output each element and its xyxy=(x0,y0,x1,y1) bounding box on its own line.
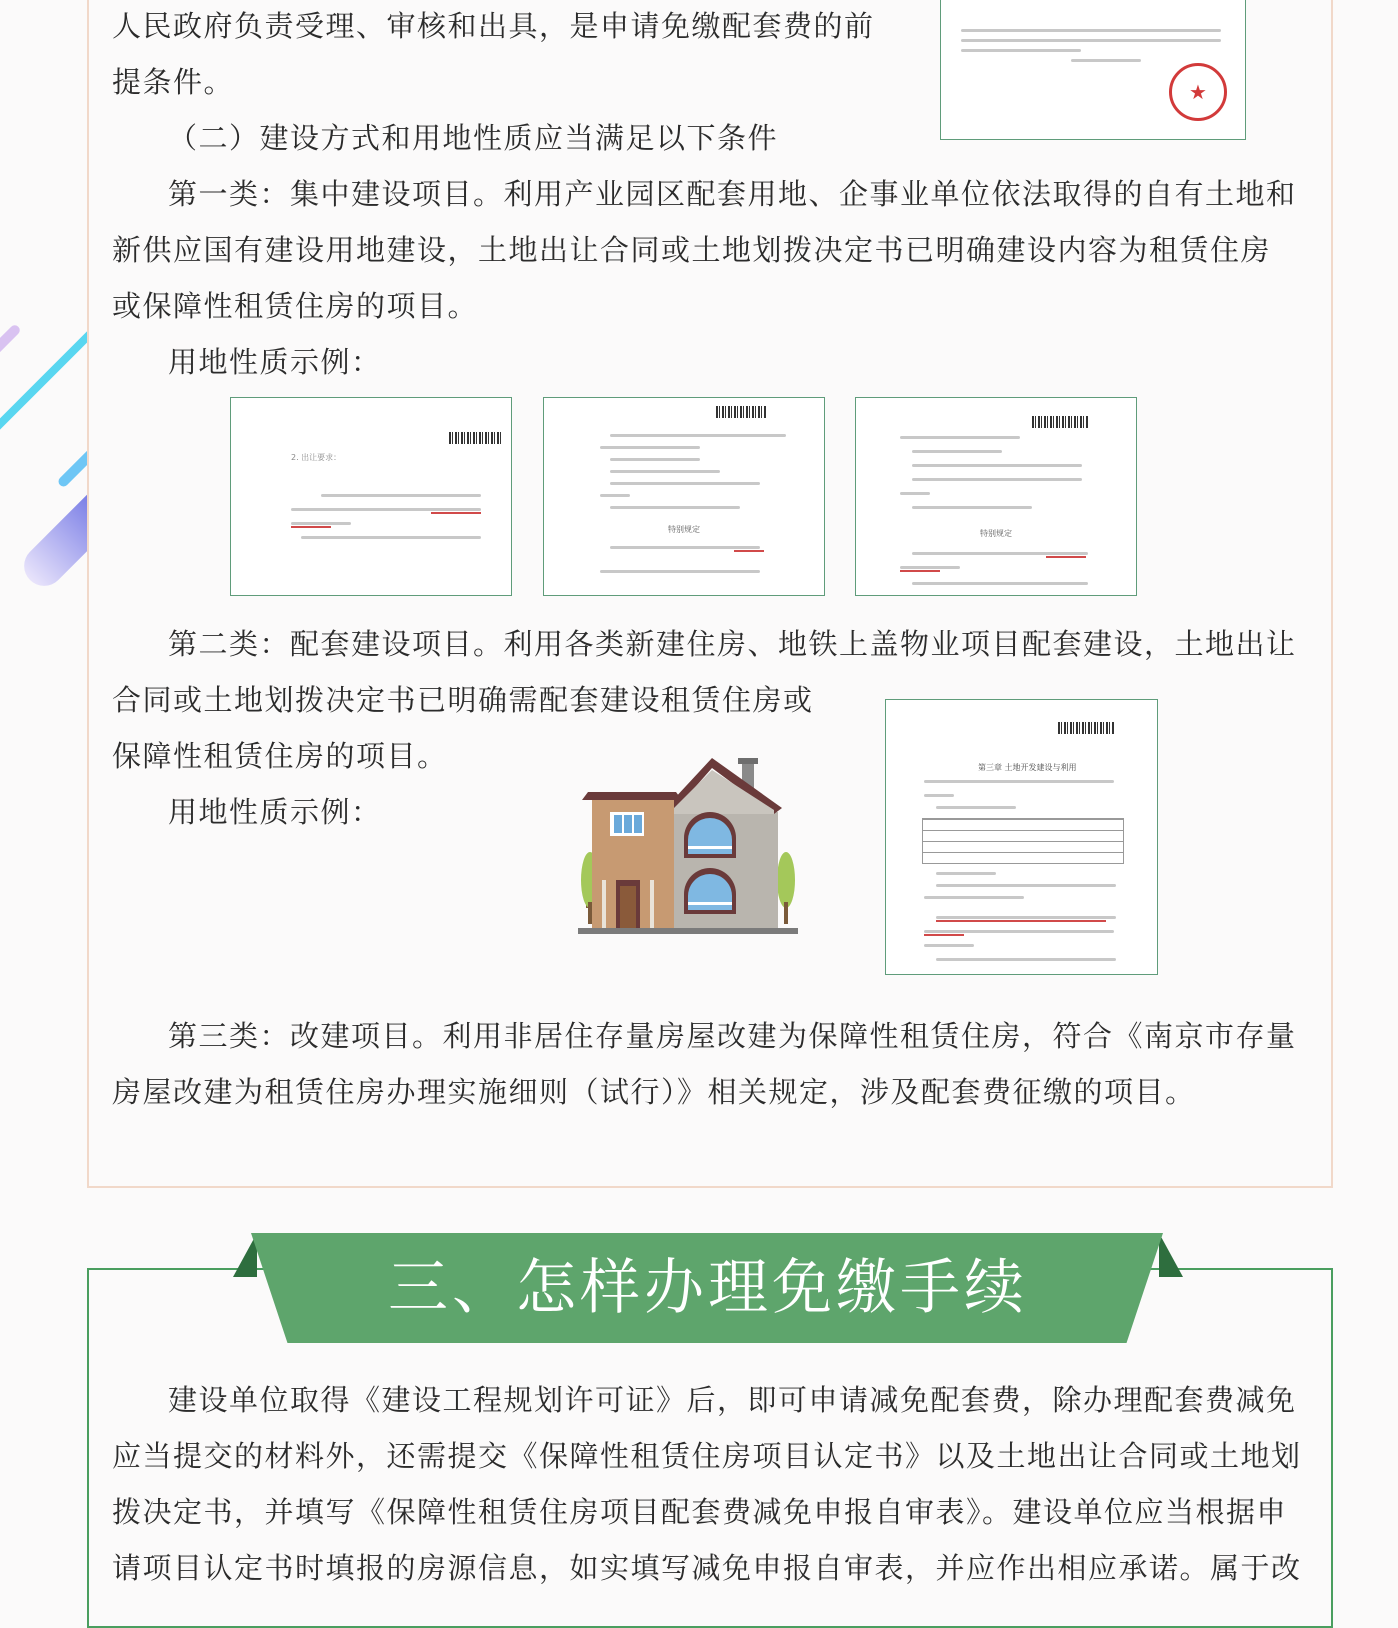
example-label: 用地性质示例： xyxy=(168,795,382,829)
doc-heading: 特别规定 xyxy=(668,525,700,534)
land-document-thumbnail-4 xyxy=(885,699,1158,975)
category-1-line: 或保障性租赁住房的项目。 xyxy=(112,289,479,323)
doc-heading: 2. 出让要求： xyxy=(291,453,342,462)
doc-heading: 第三章 土地开发建设与利用 xyxy=(978,763,1077,772)
house-illustration xyxy=(578,752,798,952)
procedure-line: 建设单位取得《建设工程规划许可证》后，即可申请减免配套费，除办理配套费减免 xyxy=(168,1383,1297,1417)
doc-heading: 特别规定 xyxy=(980,529,1012,538)
barcode-icon xyxy=(449,432,501,444)
decor-stripe xyxy=(0,323,22,358)
category-2-line: 合同或土地划拨决定书已明确需配套建设租赁住房或 xyxy=(112,683,814,717)
land-document-thumbnail-3 xyxy=(855,397,1137,596)
land-document-thumbnail-1 xyxy=(230,397,512,596)
procedure-line: 应当提交的材料外，还需提交《保障性租赁住房项目认定书》以及土地出让合同或土地划 xyxy=(112,1439,1302,1473)
certificate-thumbnail xyxy=(940,0,1246,140)
decor-stripe xyxy=(0,328,96,447)
plan-table xyxy=(922,818,1124,864)
land-document-thumbnail-2 xyxy=(543,397,825,596)
example-label: 用地性质示例： xyxy=(168,345,382,379)
category-1-line: 第一类：集中建设项目。利用产业园区配套用地、企事业单位依法取得的自有土地和 xyxy=(168,177,1297,211)
category-3-line: 第三类：改建项目。利用非居住存量房屋改建为保障性租赁住房，符合《南京市存量 xyxy=(168,1019,1297,1053)
subheading: （二）建设方式和用地性质应当满足以下条件 xyxy=(168,121,779,155)
section-title-ribbon xyxy=(233,1233,1183,1343)
category-3-line: 房屋改建为租赁住房办理实施细则（试行）》相关规定，涉及配套费征缴的项目。 xyxy=(112,1075,1196,1109)
procedure-line: 请项目认定书时填报的房源信息，如实填写减免申报自审表，并应作出相应承诺。属于改 xyxy=(112,1551,1302,1585)
official-seal-icon: ★ xyxy=(1169,63,1227,121)
barcode-icon xyxy=(716,406,766,418)
para-line: 提条件。 xyxy=(112,65,235,99)
barcode-icon xyxy=(1058,722,1114,734)
para-line: 人民政府负责受理、审核和出具，是申请免缴配套费的前 xyxy=(112,9,875,43)
barcode-icon xyxy=(1032,416,1088,428)
section-title: 三、怎样办理免缴手续 xyxy=(388,1253,1028,1323)
procedure-line: 拨决定书，并填写《保障性租赁住房项目配套费减免申报自审表》。建设单位应当根据申 xyxy=(112,1495,1288,1529)
category-1-line: 新供应国有建设用地建设，土地出让合同或土地划拨决定书已明确建设内容为租赁住房 xyxy=(112,233,1272,267)
category-2-line: 第二类：配套建设项目。利用各类新建住房、地铁上盖物业项目配套建设，土地出让 xyxy=(168,627,1297,661)
category-2-line: 保障性租赁住房的项目。 xyxy=(112,739,448,773)
